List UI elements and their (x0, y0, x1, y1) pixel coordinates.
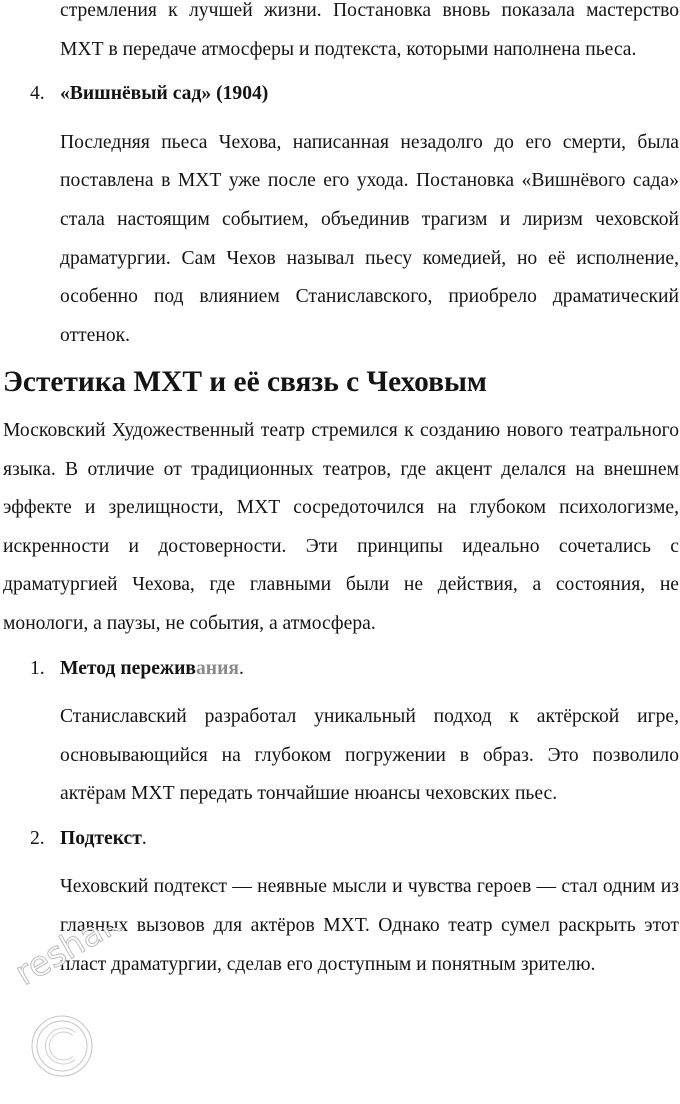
list-number: 1. (30, 657, 45, 679)
list-number: 4. (30, 83, 45, 105)
item-description: Чеховский подтекст — неявные мысли и чувства героев — стал одним из главных вызовов для актёров МХТ. Однако театр сумел раскрыть этот пласт драматургии, сделав его доступным и понятным зрителю. (60, 876, 679, 975)
item-title-punct: . (238, 657, 244, 679)
section-heading: Эстетика МХТ и её связь с Чеховым (3, 366, 487, 399)
section-paragraph: Московский Художественный театр стремился к созданию нового театрального языка. В отличие от традиционных театров, где акцент делался на внешнем эффекте и зрелищности, МХТ сосредоточился на глубоком психологизме, искренности и достоверности. Эти принципы идеально сочетались с драматургией Чехова, где главными были не действия, а состояния, не монологи, а паузы, не события, а атмосфера. (3, 419, 679, 634)
item-title: Подтекст (60, 827, 142, 849)
item-title (60, 658, 239, 679)
watermark-text: reshak.ru (14, 928, 168, 994)
item-description: Станиславский разработал уникальный подход к актёрской игре, основывающийся на глубоком погружении в образ. Это позволило актёрам МХТ передать тончайшие нюансы чеховских пьес. (60, 706, 679, 805)
list-item-subtext (0, 820, 680, 859)
item-title-faded-text: ания (196, 657, 239, 679)
list-number: 2. (30, 827, 45, 849)
play-title: «Вишнёвый сад» (1904) (60, 83, 269, 105)
list-item-method (0, 650, 680, 689)
play-description: Последняя пьеса Чехова, написанная незадолго до его смерти, была поставлена в МХТ уже после его ухода. Постановка «Вишнёвого сада» стала настоящим событием, объединив трагизм и лиризм чеховской драматургии. Сам Чехов называл пьесу комедией, но её исполнение, особенно под влиянием Станиславского, приобрело драматический оттенок. (60, 131, 679, 346)
list-item-play-4 (0, 75, 680, 114)
intro-paragraph-tail: стремления к лучшей жизни. Постановка вновь показала мастерство МХТ в передаче атмосферы и подтекста, которыми наполнена пьеса. (60, 0, 679, 60)
item-title-punct: . (141, 827, 147, 849)
item-title-text: Метод пережив (60, 657, 196, 679)
